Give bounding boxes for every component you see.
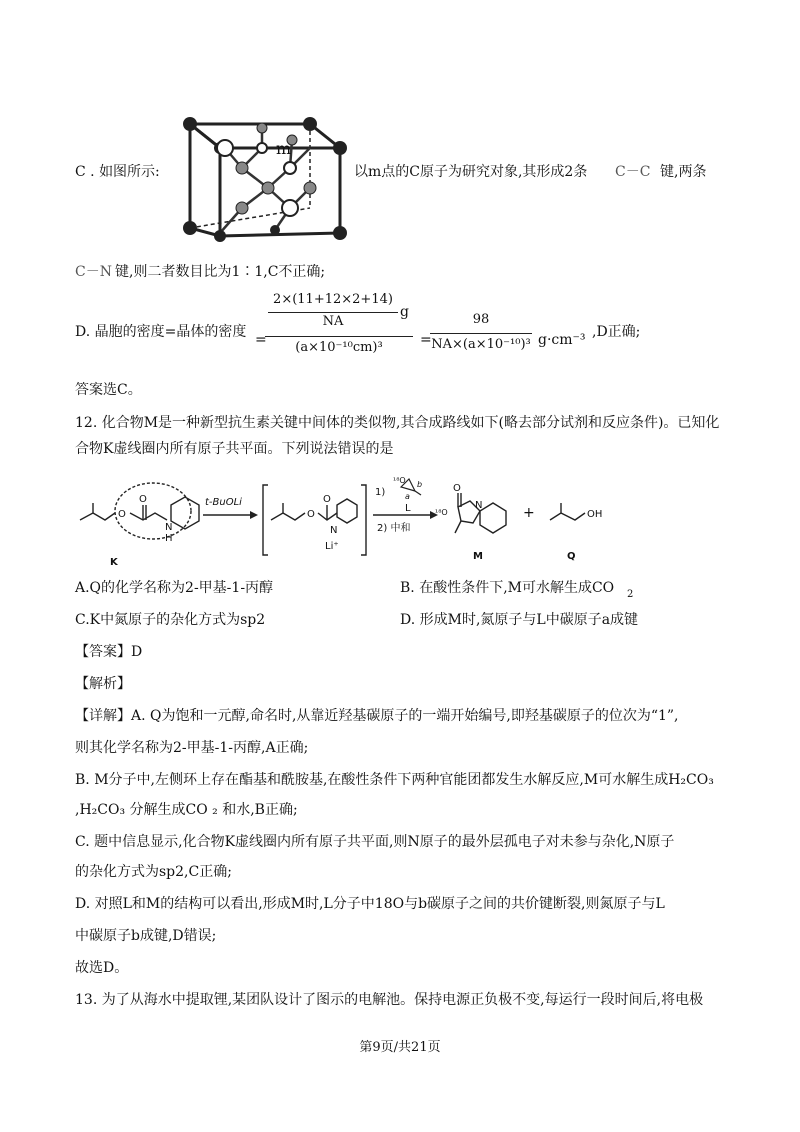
step-2: 2) 中和: [377, 523, 411, 534]
q12-option-b-subscript: 2: [627, 589, 634, 600]
m-atom-n: N: [475, 500, 483, 511]
page-footer: 第9页/共21页: [359, 1040, 441, 1055]
int-atom-o: O: [307, 509, 315, 520]
unit-g-1: g: [400, 304, 409, 320]
density-unit: g·cm⁻³: [538, 332, 586, 348]
compound-q: [550, 503, 585, 520]
label-l: L: [405, 503, 411, 514]
m-marker: m: [276, 139, 292, 158]
label-q: Q: [567, 551, 576, 562]
q12-stem-line1: 12. 化合物M是一种新型抗生素关键中间体的类似物,其合成路线如下(略去部分试剂和反应条件)。已知化: [75, 415, 720, 431]
q12-detail-5: C. 题中信息显示,化合物K虚线圈内所有原子共平面,则N原子的最外层孤电子对未参与杂化,N原子: [75, 834, 675, 850]
crystal-cell-figure: [180, 108, 360, 238]
step-1: 1): [375, 487, 386, 498]
q12-option-a[interactable]: A.Q的化学名称为2-甲基-1-丙醇: [75, 580, 274, 596]
q12-stem-line2: 合物K虚线圈内所有原子共平面。下列说法错误的是: [75, 441, 394, 457]
option-d-tail: ,D正确;: [592, 324, 641, 340]
k-atom-h: H: [165, 533, 173, 544]
q13-stem-line1: 13. 为了从海水中提取锂,某团队设计了图示的电解池。保持电源正负极不变,每运行一段时间后,将电极: [75, 992, 704, 1008]
q12-option-d[interactable]: D. 形成M时,氮原子与L中碳原子a成键: [400, 612, 639, 628]
option-c-label: C . 如图所示:: [75, 164, 160, 180]
int-carbonyl-o: O: [323, 494, 331, 505]
fraction-inner-na: NA: [322, 314, 344, 329]
option-c-conclusion: 键,则二者数目比为1∶1,C不正确;: [115, 264, 326, 280]
fraction-outer-bar: [265, 336, 413, 337]
reaction-scheme: [75, 475, 705, 575]
compound-k: [80, 483, 199, 539]
bond-text-two: 键,两条: [660, 164, 707, 180]
fraction2-numerator: 98: [472, 312, 490, 327]
fraction-outer-denominator: (a×10⁻¹⁰cm)³: [295, 340, 383, 355]
q12-detail-2: 则其化学名称为2-甲基-1-丙醇,A正确;: [75, 740, 309, 756]
equals-2: =: [420, 332, 432, 348]
q12-detail-4: ,H₂CO₃ 分解生成CO ₂ 和水,B正确;: [75, 802, 298, 818]
fraction2-bar: [430, 333, 532, 334]
fraction-inner-numerator: 2×(11+12×2+14): [273, 292, 393, 307]
answer-11: 答案选C。: [75, 382, 142, 398]
q12-detail-6: 的杂化方式为sp2,C正确;: [75, 864, 232, 880]
m-carbonyl-o: O: [453, 483, 461, 494]
bond-cc: C－C: [615, 164, 651, 180]
label-m: M: [473, 551, 483, 562]
q12-detail-1: 【详解】A. Q为饱和一元醇,命名时,从靠近羟基碳原子的一端开始编号,即羟基碳原子的位次为“1”,: [75, 708, 679, 724]
plus-sign: +: [523, 505, 535, 521]
q12-answer: 【答案】D: [75, 644, 143, 660]
k-atom-n: N: [165, 522, 173, 533]
k-atom-o: O: [118, 509, 126, 520]
q12-conclusion: 故选D。: [75, 960, 129, 976]
q12-detail-7: D. 对照L和M的结构可以看出,形成M时,L分子中18O与b碳原子之间的共价键断裂,则氮原子与L: [75, 896, 665, 912]
l-atom-b: b: [417, 480, 423, 489]
q12-option-b[interactable]: B. 在酸性条件下,M可水解生成CO: [400, 580, 615, 596]
fraction-inner-bar: [268, 312, 398, 313]
label-k: K: [110, 557, 118, 568]
option-d-label: D. 晶胞的密度=晶体的密度: [75, 324, 247, 340]
q12-option-c[interactable]: C.K中氮原子的杂化方式为sp2: [75, 612, 266, 628]
reagent-tbuoli: t-BuOLi: [205, 497, 242, 508]
m-atom-18o: ¹⁸O: [435, 508, 448, 517]
k-atom-carbonyl-o: O: [139, 494, 147, 505]
int-atom-n: N: [330, 525, 338, 536]
q12-detail-8: 中碳原子b成键,D错误;: [75, 928, 217, 944]
q12-analysis-tag: 【解析】: [75, 676, 131, 692]
compound-m: [455, 493, 506, 533]
fraction2-denominator: NA×(a×10⁻¹⁰)³: [431, 337, 531, 352]
q-atom-oh: OH: [587, 509, 603, 520]
bond-cn: C－N: [75, 264, 112, 280]
l-atom-18o: ¹⁸O: [393, 476, 406, 485]
q12-detail-3: B. M分子中,左侧环上存在酯基和酰胺基,在酸性条件下两种官能团都发生水解反应,M可水解生成H₂CO₃: [75, 772, 714, 788]
l-atom-a: a: [405, 492, 410, 501]
int-atom-li: Li⁺: [325, 541, 339, 552]
option-c-text: 以m点的C原子为研究对象,其形成2条: [354, 164, 588, 180]
equals-1: =: [255, 332, 267, 348]
